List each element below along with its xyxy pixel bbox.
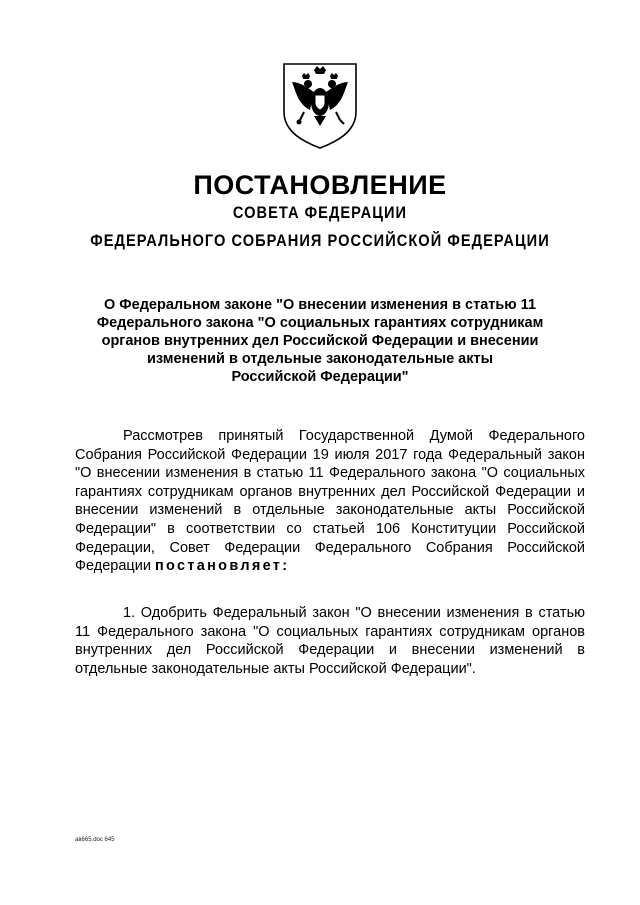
resolution-item-1: 1. Одобрить Федеральный закон "О внесении изменения в статью 11 Федерального закона "О социальных гарантиях сотрудникам органов внутренних дел Российской Федерации и внесении изменений в отдельные законодательные акты Российской Федерации". [75,605,585,677]
subject-line: органов внутренних дел Российской Федерации и внесении [101,333,539,349]
resolves-word: постановляет: [154,558,290,575]
subject-line: О Федеральном законе "О внесении изменения в статью 11 [103,297,537,313]
subject-line: Российской Федерации" [231,369,409,385]
preamble-text: Рассмотрев принятый Государственной Думой Федерального Собрания Российской Федерации 19 июля 2017 года Федеральный закон "О внесении изменения в статью 11 Федерального закона "О социальных гарантиях сотрудникам органов внутренних дел Российской Федерации и внесении изменений в отдельные законодательные акты Российской Федерации" в соответствии со статьей 106 Конституции Российской Федерации, Совет Федерации Федерального Собрания Российской Федерации [75,428,585,575]
preamble-paragraph [75,427,585,576]
subject-line: изменений в отдельные законодательные акты [147,351,493,367]
document-title: ПОСТАНОВЛЕНИЕ [193,170,447,200]
file-code: ав665.doc 645 [75,837,115,843]
coat-of-arms-icon [280,62,360,150]
issuer-line-2: ФЕДЕРАЛЬНОГО СОБРАНИЯ РОССИЙСКОЙ ФЕДЕРАЦИИ [90,231,550,250]
subject-line: Федерального закона "О социальных гарантиях сотрудникам [96,315,544,331]
issuer-line-1: СОВЕТА ФЕДЕРАЦИИ [232,203,408,222]
document-subject [70,296,570,386]
